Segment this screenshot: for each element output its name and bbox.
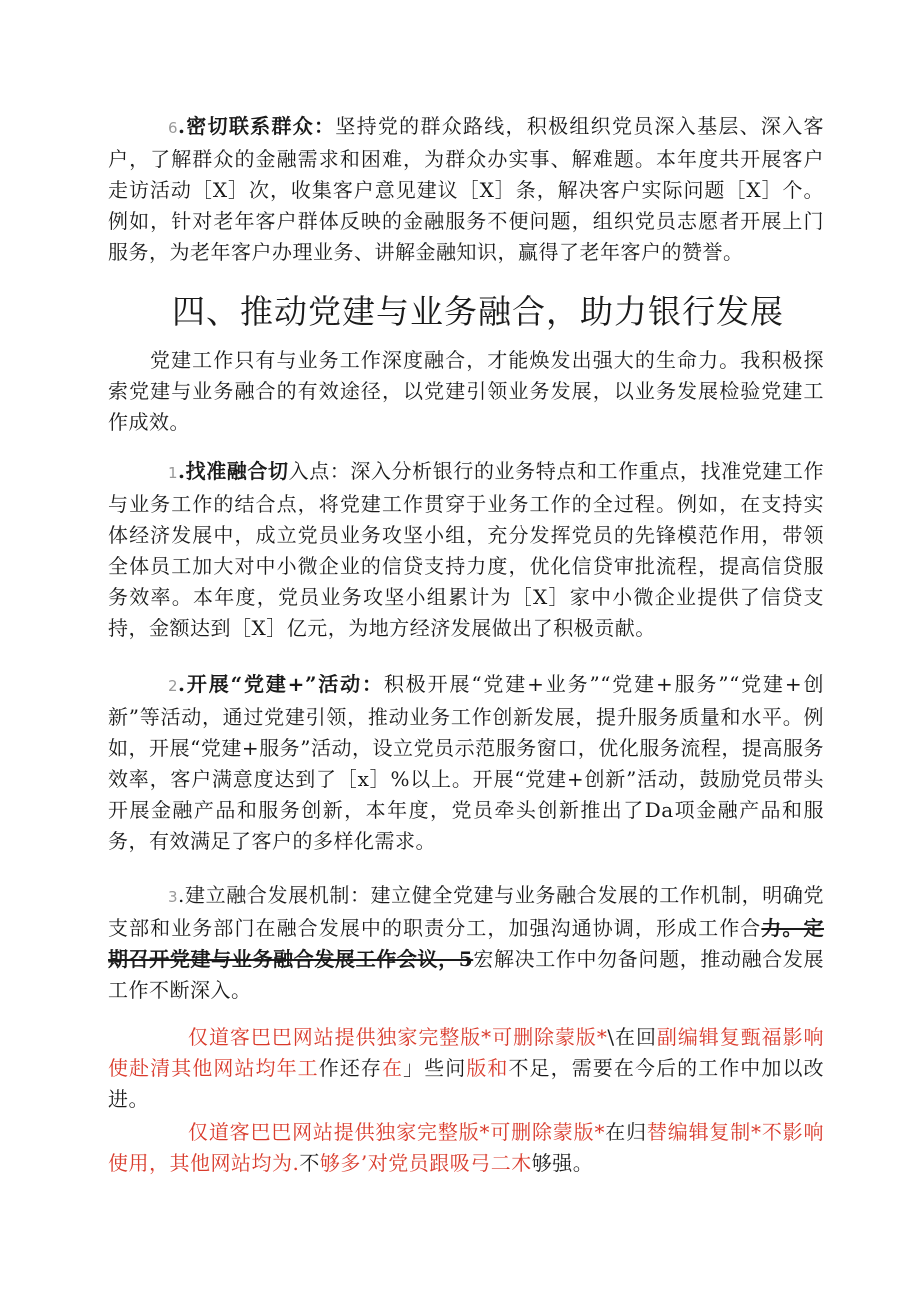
item-dot: .	[178, 883, 185, 907]
watermark-text: 够多’对党员	[319, 1151, 430, 1175]
item-number: 6	[168, 119, 179, 137]
item-dot: .	[178, 672, 186, 696]
watermark-text-dark: 在归	[604, 1120, 647, 1144]
item-dot: .	[178, 459, 186, 483]
item-text: 建立融合发展机制：建立健全党建与业务融合发展的工作机制，明确党支部和业务部门在融合发展中的职责分工，加强沟通协调，形成工作合	[108, 883, 824, 940]
item-title: 开展“党建+”活动：	[185, 672, 384, 696]
struck-text: 力。定期召开党建与业务融合发展工作会议，5	[108, 916, 825, 971]
watermark-text: 仅道客巴巴网站提供独家完整版*可删除蒙版*	[188, 1025, 608, 1049]
paragraph-item-6	[108, 111, 824, 268]
item-text: 坚持党的群众路线，积极组织党员深入基层、深入客户，了解群众的金融需求和困难，为群众办实事、解难题。本年度共开展客户走访活动［X］次，收集客户意见建议［X］条，解决客户实际问题［X］个。例如，针对老年客户群体反映的金融服务不便问题，组织党员志愿者开展上门服务，为老年客户办理业务、讲解金融知识，赢得了老年客户的赞誉。	[108, 114, 825, 264]
watermark-text: 版和	[466, 1056, 509, 1080]
paragraph-item-2	[108, 669, 824, 857]
watermark-text-dark: 够强。	[531, 1151, 594, 1175]
item-text-continued: 宏解决工作中勿备问题，推动融合发展工作不断深入。	[108, 947, 825, 1002]
item-text: 积极开展“党建+业务”“党建+服务”“党建+创新”等活动，通过党建引领，推动业务工作创新发展，提升服务质量和水平。例如，开展“党建+服务”活动，设立党员示范服务窗口，优化服务流程，提高服务效率，客户满意度达到了［x］%以上。开展“党建+创新”活动，鼓励党员带头开展金融产品和服务创新，本年度，党员牵头创新推出了Da项金融产品和服务，有效满足了客户的多样化需求。	[108, 672, 824, 853]
watermark-text-dark: \在回	[607, 1025, 657, 1049]
watermark-text: 替编辑复制*不影响使用，其他网站均为.	[108, 1120, 825, 1175]
watermark-paragraph-1	[108, 1022, 824, 1115]
item-number: 1	[168, 464, 179, 482]
item-title: 密切联系群众：	[185, 114, 336, 138]
item-title: 找准融合切	[185, 459, 289, 483]
watermark-text: 跟吸弓二木	[429, 1151, 532, 1175]
watermark-paragraph-2	[108, 1117, 824, 1179]
item-number: 3	[168, 888, 179, 906]
item-text: 入点：深入分析银行的业务特点和工作重点，找准党建工作与业务工作的结合点，将党建工作贯穿于业务工作的全过程。例如，在支持实体经济发展中，成立党员业务攻坚小组，充分发挥党员的先锋模范作用，带领全体员工加大对中小微企业的信贷支持力度，优化信贷审批流程，提高信贷服务效率。本年度，党员业务攻坚小组累计为［X］家中小微企业提供了信贷支持，金额达到［X］亿元，为地方经济发展做出了积极贡献。	[108, 459, 825, 640]
paragraph-item-1	[108, 456, 824, 644]
watermark-text: 副编辑复甄福影响使赴清其他网站均年工	[108, 1025, 825, 1080]
item-number: 2	[168, 677, 179, 695]
watermark-text-dark: 不足，需要在今后的工作中加以改进。	[108, 1056, 825, 1111]
watermark-text-dark: 不	[299, 1151, 320, 1175]
watermark-text-dark: 作还存	[318, 1056, 382, 1080]
intro-paragraph: 党建工作只有与业务工作深度融合，才能焕发出强大的生命力。我积极探索党建与业务融合的有效途径，以党建引领业务发展，以业务发展检验党建工作成效。	[108, 348, 824, 434]
paragraph-item-3	[108, 880, 824, 1006]
watermark-text-dark: 」些问	[403, 1056, 467, 1080]
item-dot: .	[178, 114, 186, 138]
watermark-text: 仅道客巴巴网站提供独家完整版*可删除蒙版*	[188, 1120, 605, 1144]
section-heading: 四、推动党建与业务融合，助力银行发展	[172, 292, 784, 331]
watermark-text: 在	[382, 1056, 404, 1080]
